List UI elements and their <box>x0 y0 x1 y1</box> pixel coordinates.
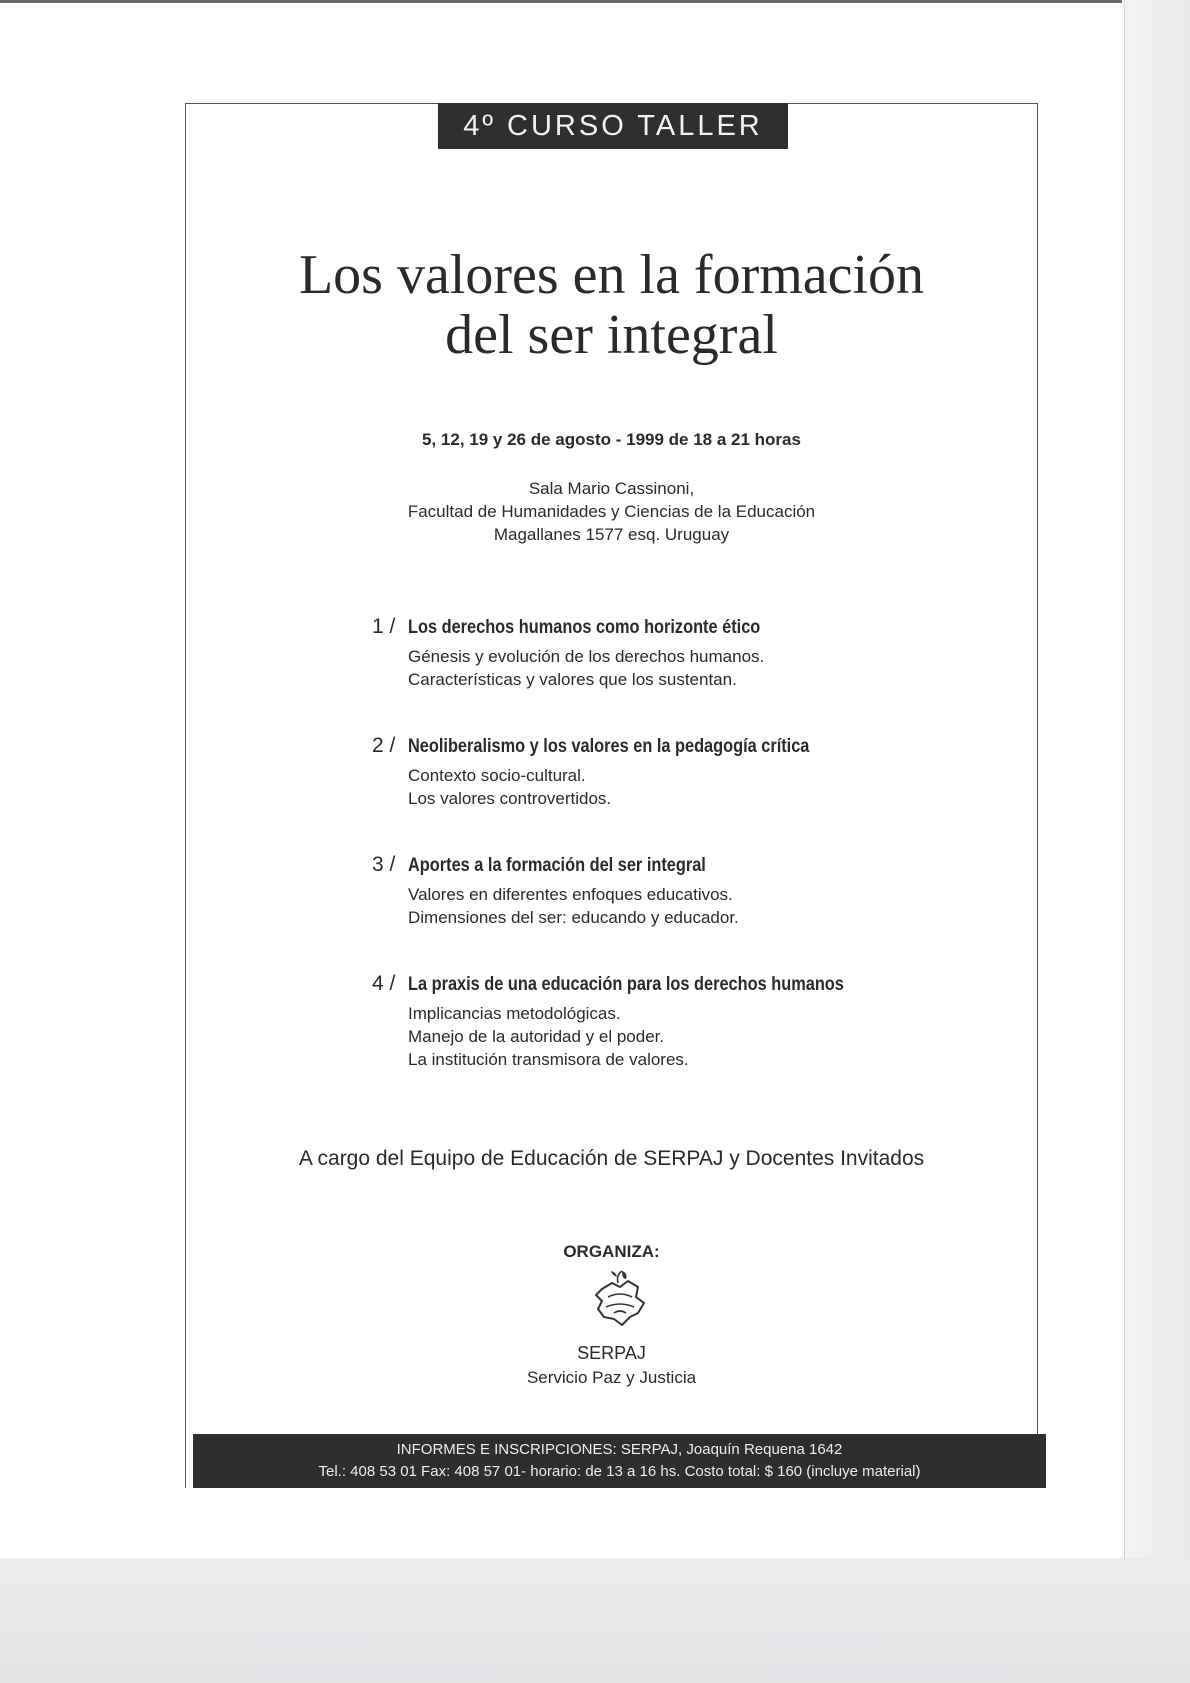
module-line: Los valores controvertidos. <box>408 789 612 808</box>
module-line: Dimensiones del ser: educando y educador. <box>408 908 739 927</box>
venue-line-1: Sala Mario Cassinoni, <box>528 479 695 498</box>
module-title: Aportes a la formación del ser integral <box>408 855 706 876</box>
module-line: Contexto socio-cultural. <box>408 766 586 785</box>
venue <box>185 477 1038 546</box>
module-title: La praxis de una educación para los derechos humanos <box>408 974 844 995</box>
title-line-2: del ser integral <box>445 304 778 366</box>
module-number: 3 / <box>372 853 396 876</box>
module-line: Características y valores que los sustentan. <box>408 670 737 689</box>
module-line: Valores en diferentes enfoques educativos. <box>408 885 733 904</box>
scan-edge-bottom <box>0 1558 1190 1683</box>
module-line: Implicancias metodológicas. <box>408 1004 621 1023</box>
info-bar <box>193 1434 1046 1488</box>
venue-line-3: Magallanes 1577 esq. Uruguay <box>493 525 730 544</box>
module-line: La institución transmisora de valores. <box>408 1050 689 1069</box>
schedule-dates: 5, 12, 19 y 26 de agosto - 1999 de 18 a 21 horas <box>422 430 801 449</box>
organizer-name: SERPAJ <box>577 1343 646 1363</box>
module-number: 2 / <box>372 734 396 757</box>
module-number: 4 / <box>372 972 396 995</box>
course-label: 4º CURSO TALLER <box>438 103 788 149</box>
scan-edge-right <box>1122 0 1190 1683</box>
flyer-title <box>185 245 1038 365</box>
organizer-full-name: Servicio Paz y Justicia <box>526 1368 697 1387</box>
info-line-1: INFORMES E INSCRIPCIONES: SERPAJ, Joaquín Requena 1642 <box>396 1441 843 1458</box>
scan-edge-top <box>0 0 1190 3</box>
module-1 <box>372 615 932 691</box>
module-line: Manejo de la autoridad y el poder. <box>408 1027 665 1046</box>
module-3 <box>372 853 932 929</box>
title-line-1: Los valores en la formación <box>298 244 925 306</box>
module-4 <box>372 972 932 1071</box>
venue-line-2: Facultad de Humanidades y Ciencias de la Educación <box>407 502 816 521</box>
serpaj-logo-icon <box>588 1267 652 1337</box>
module-title: Neoliberalismo y los valores en la pedagogía crítica <box>408 736 810 757</box>
module-line: Génesis y evolución de los derechos humanos. <box>408 647 765 666</box>
credits: A cargo del Equipo de Educación de SERPAJ y Docentes Invitados <box>298 1147 925 1170</box>
module-2 <box>372 734 932 810</box>
module-title: Los derechos humanos como horizonte ético <box>408 617 761 638</box>
module-number: 1 / <box>372 615 396 638</box>
organizer-label: ORGANIZA: <box>563 1242 660 1261</box>
sheet-edge <box>1124 0 1125 1560</box>
info-line-2: Tel.: 408 53 01 Fax: 408 57 01- horario: de 13 a 16 hs. Costo total: $ 160 (incluye material) <box>318 1463 921 1480</box>
